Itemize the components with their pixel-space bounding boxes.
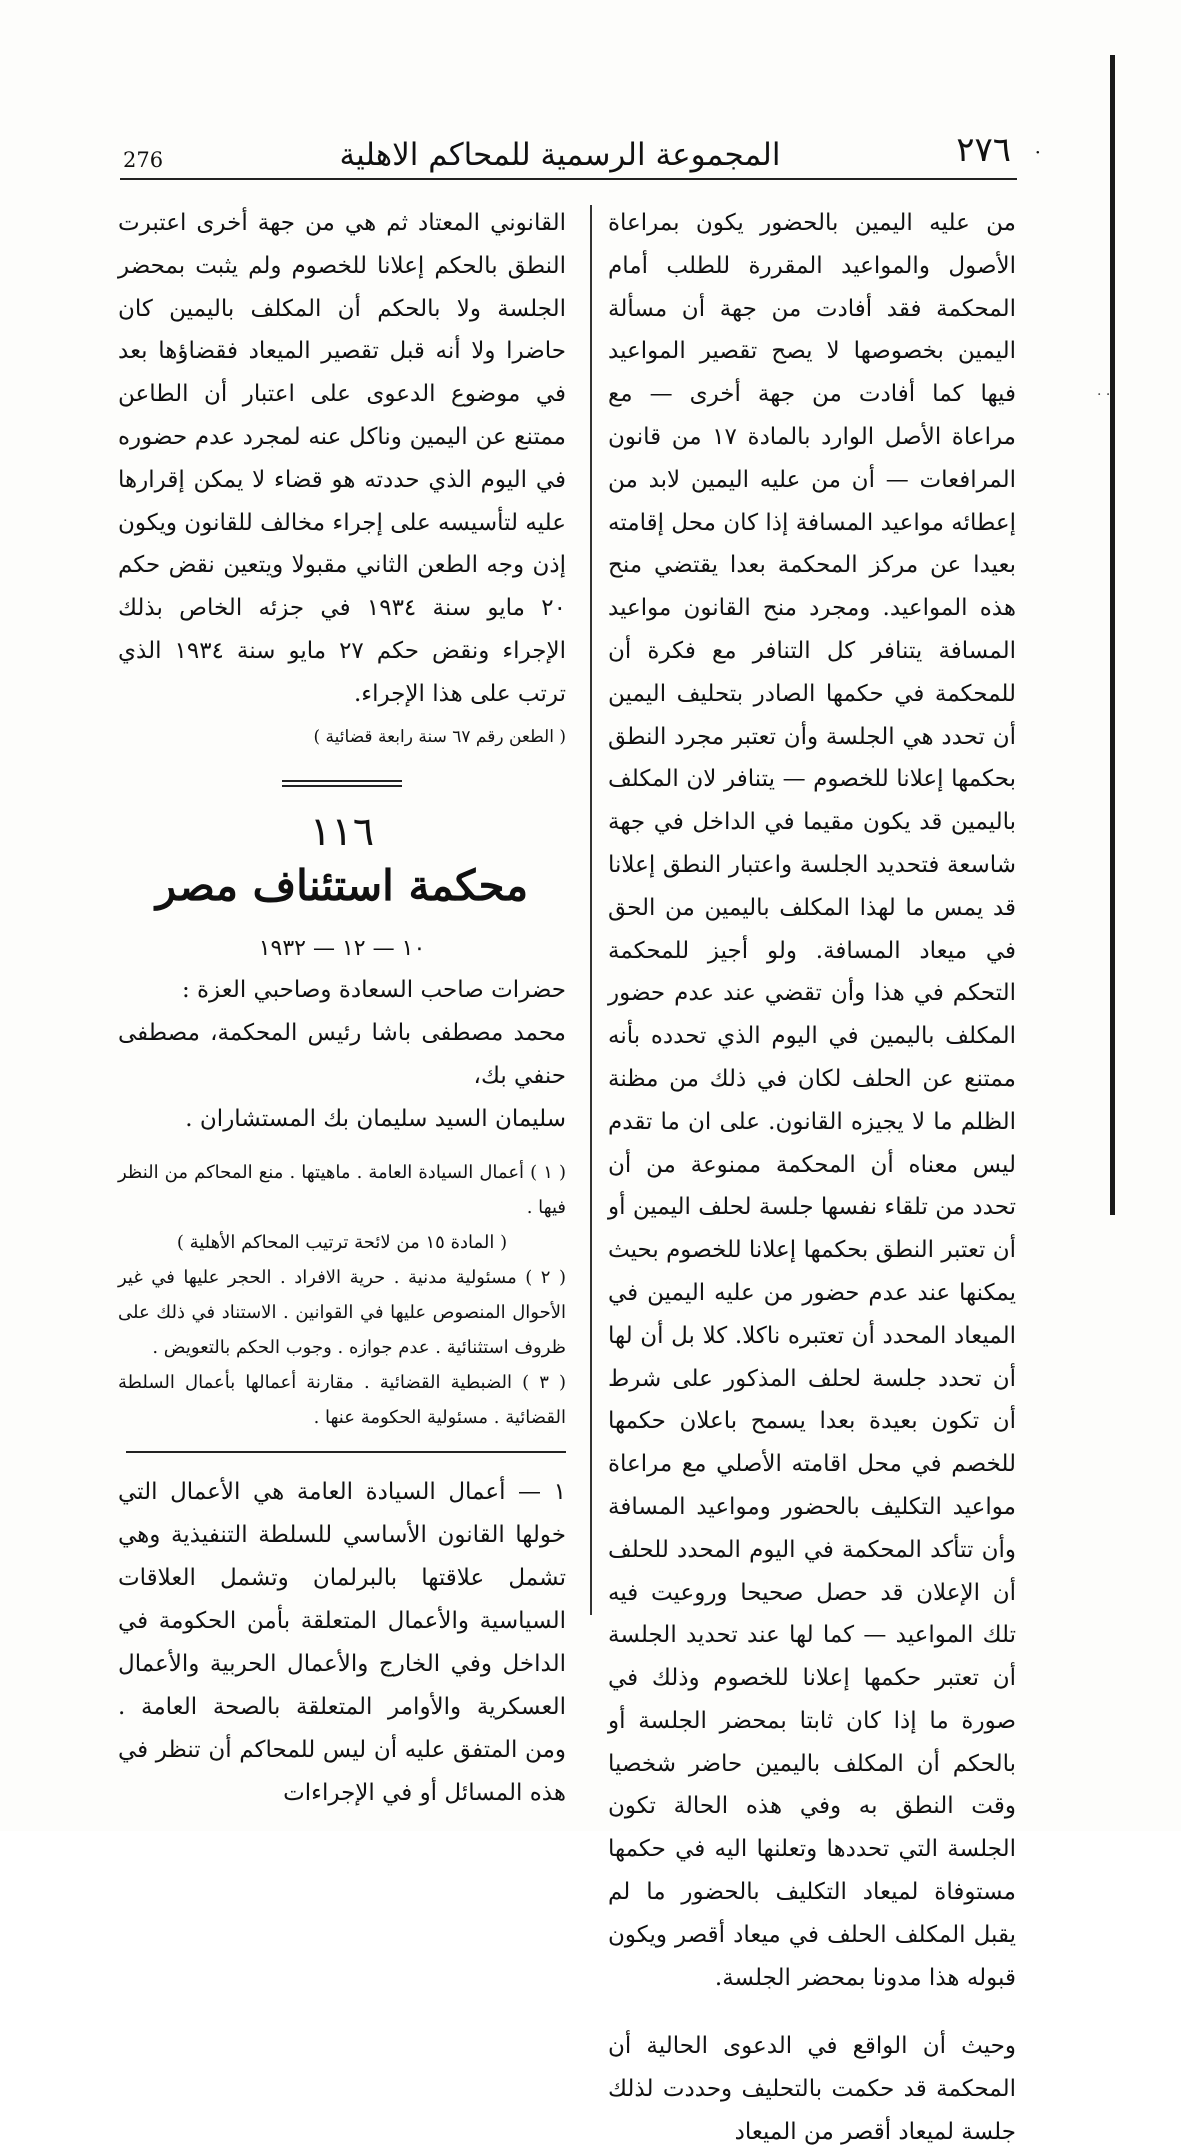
right-paragraph-2: وحيث أن الواقع في الدعوى الحالية أن المحكمة قد حكمت بالتحليف وحددت لذلك جلسة لميعاد أقصر من الميعاد xyxy=(608,2033,1016,2146)
case-number: ١١٦ xyxy=(309,809,375,856)
margin-mark: · · xyxy=(1097,387,1111,403)
section-divider xyxy=(282,780,402,787)
page-number-latin: 276 xyxy=(123,148,164,172)
header-rule xyxy=(120,178,1017,180)
summary-item-2: ( ٢ ) مسئولية مدنية . حرية الافراد . الحجر عليها في غير الأحوال المنصوص عليها في القوانين . الاستناد في ذلك على ظروف استثنائية . عدم جوازه . وجوب الحكم بالتعويض . xyxy=(118,1266,566,1358)
right-column xyxy=(608,202,1016,2154)
citation: ( الطعن رقم ٦٧ سنة رابعة قضائية ) xyxy=(313,726,566,747)
judges-names-line-2: سليمان السيد سليمان بك المستشاران . xyxy=(185,1105,566,1132)
principle-paragraph: ١ — أعمال السيادة العامة هي الأعمال التي خولها القانون الأساسي للسلطة التنفيذية وهي تشمل علاقتها بالبرلمان وتشمل العلاقات السياسية والأعمال المتعلقة بأمن الحكومة في الداخل وفي الخارج والأعمال الحربية والأعمال العسكرية والأوامر المتعلقة بالصحة العامة . ومن المتفق عليه أن ليس للمحاكم أن تنظر في هذه المسائل أو في الإجراءات xyxy=(118,1478,566,1806)
judges-names-line-1: محمد مصطفى باشا رئيس المحكمة، مصطفى حنفي بك، xyxy=(118,1020,566,1089)
page-number-arabic: ٢٧٦ xyxy=(956,130,1011,170)
judges-intro: حضرات صاحب السعادة وصاحبي العزة : xyxy=(181,977,566,1004)
left-column xyxy=(118,202,566,1815)
header-dot: · xyxy=(1034,140,1041,164)
case-summary xyxy=(118,1155,566,1435)
summary-item-1: ( ١ ) أعمال السيادة العامة . ماهيتها . منع المحاكم من النظر فيها . xyxy=(118,1161,566,1218)
margin-line xyxy=(1110,55,1115,1215)
summary-item-3: ( ٣ ) الضبطية القضائية . مقارنة أعمالها بأعمال السلطة القضائية . مسئولية الحكومة عنها . xyxy=(118,1371,566,1428)
case-date: ١٠ — ١٢ — ١٩٣٢ xyxy=(258,936,426,962)
column-divider xyxy=(590,205,592,1615)
right-paragraph-1: من عليه اليمين بالحضور يكون بمراعاة الأصول والمواعيد المقررة للطلب أمام المحكمة فقد أفادت من جهة أن مسألة اليمين بخصوصها لا يصح تقصير المواعيد فيها كما أفادت من جهة أخرى — مع مراعاة الأصل الوارد بالمادة ١٧ من قانون المرافعات — أن من عليه اليمين لابد من إعطائه مواعيد المسافة إذا كان محل إقامته بعيدا عن مركز المحكمة بعدا يقتضي منح هذه المواعيد. ومجرد منح القانون مواعيد المسافة يتنافر كل التنافر مع فكرة أن للمحكمة في حكمها الصادر بتحليف اليمين أن تحدد هي الجلسة وأن تعتبر مجرد النطق بحكمها إعلانا للخصوم — يتنافر لان المكلف باليمين قد يكون مقيما في الداخل في جهة شاسعة فتحديد الجلسة واعتبار النطق إعلانا قد يمس ما لهذا المكلف باليمين من الحق في ميعاد المسافة. ولو أجيز للمحكمة التحكم في هذا وأن تقضي عند عدم حضور المكلف باليمين في اليوم الذي تحدده بأنه ممتنع عن الحلف لكان في ذلك من مظنة الظلم ما لا يجيزه القانون. على ان ما تقدم ليس معناه أن المحكمة ممنوعة من أن تحدد من تلقاء نفسها جلسة لحلف اليمين أو أن تعتبر النطق بحكمها إعلانا للخصوم بحيث يمكنها عند عدم حضور من عليه اليمين في الميعاد المحدد أن تعتبره ناكلا. كلا بل أن لها أن تحدد جلسة لحلف المذكور على شرط أن تكون بعيدة بعدا يسمح باعلان حكمها للخصم في محل اقامته الأصلي مع مراعاة مواعيد التكليف بالحضور ومواعيد المسافة وأن تتأكد المحكمة في اليوم المحدد للحلف أن الإعلان قد حصل صحيحا وروعيت فيه تلك المواعيد — كما لها عند تحديد الجلسة أن تعتبر حكمها إعلانا للخصوم وذلك في صورة ما إذا كان ثابتا بمحضر الجلسة أو بالحكم أن المكلف باليمين حاضر شخصيا وقت النطق به وفي هذه الحالة تكون الجلسة التي تحددها وتعلنها اليه في حكمها مستوفاة لميعاد التكليف بالحضور ما لم يقبل المكلف الحلف في ميعاد أقصر ويكون قبوله هذا مدونا بمحضر الجلسة. xyxy=(607,210,1016,1991)
court-name: محكمة استئناف مصر xyxy=(155,861,529,911)
summary-rule xyxy=(126,1451,566,1453)
judges-list xyxy=(118,1012,566,1140)
summary-item-1-reference: ( المادة ١٥ من لائحة ترتيب المحاكم الأهلية ) xyxy=(176,1231,508,1253)
running-title: المجموعة الرسمية للمحاكم الاهلية xyxy=(339,137,781,173)
left-paragraph-1: القانوني المعتاد ثم هي من جهة أخرى اعتبرت النطق بالحكم إعلانا للخصوم ولم يثبت بمحضر الجلسة ولا بالحكم أن المكلف باليمين كان حاضرا ولا أنه قبل تقصير الميعاد فقضاؤها بعد في موضوع الدعوى على اعتبار أن الطاعن ممتنع عن اليمين وناكل عنه لمجرد عدم حضوره في اليوم الذي حددته هو قضاء لا يمكن إقرارها عليه لتأسيسه على إجراء مخالف للقانون ويكون إذن وجه الطعن الثاني مقبولا ويتعين نقض حكم ٢٠ مايو سنة ١٩٣٤ في جزئه الخاص بذلك الإجراء ونقض حكم ٢٧ مايو سنة ١٩٣٤ الذي ترتب على هذا الإجراء. xyxy=(118,210,566,707)
